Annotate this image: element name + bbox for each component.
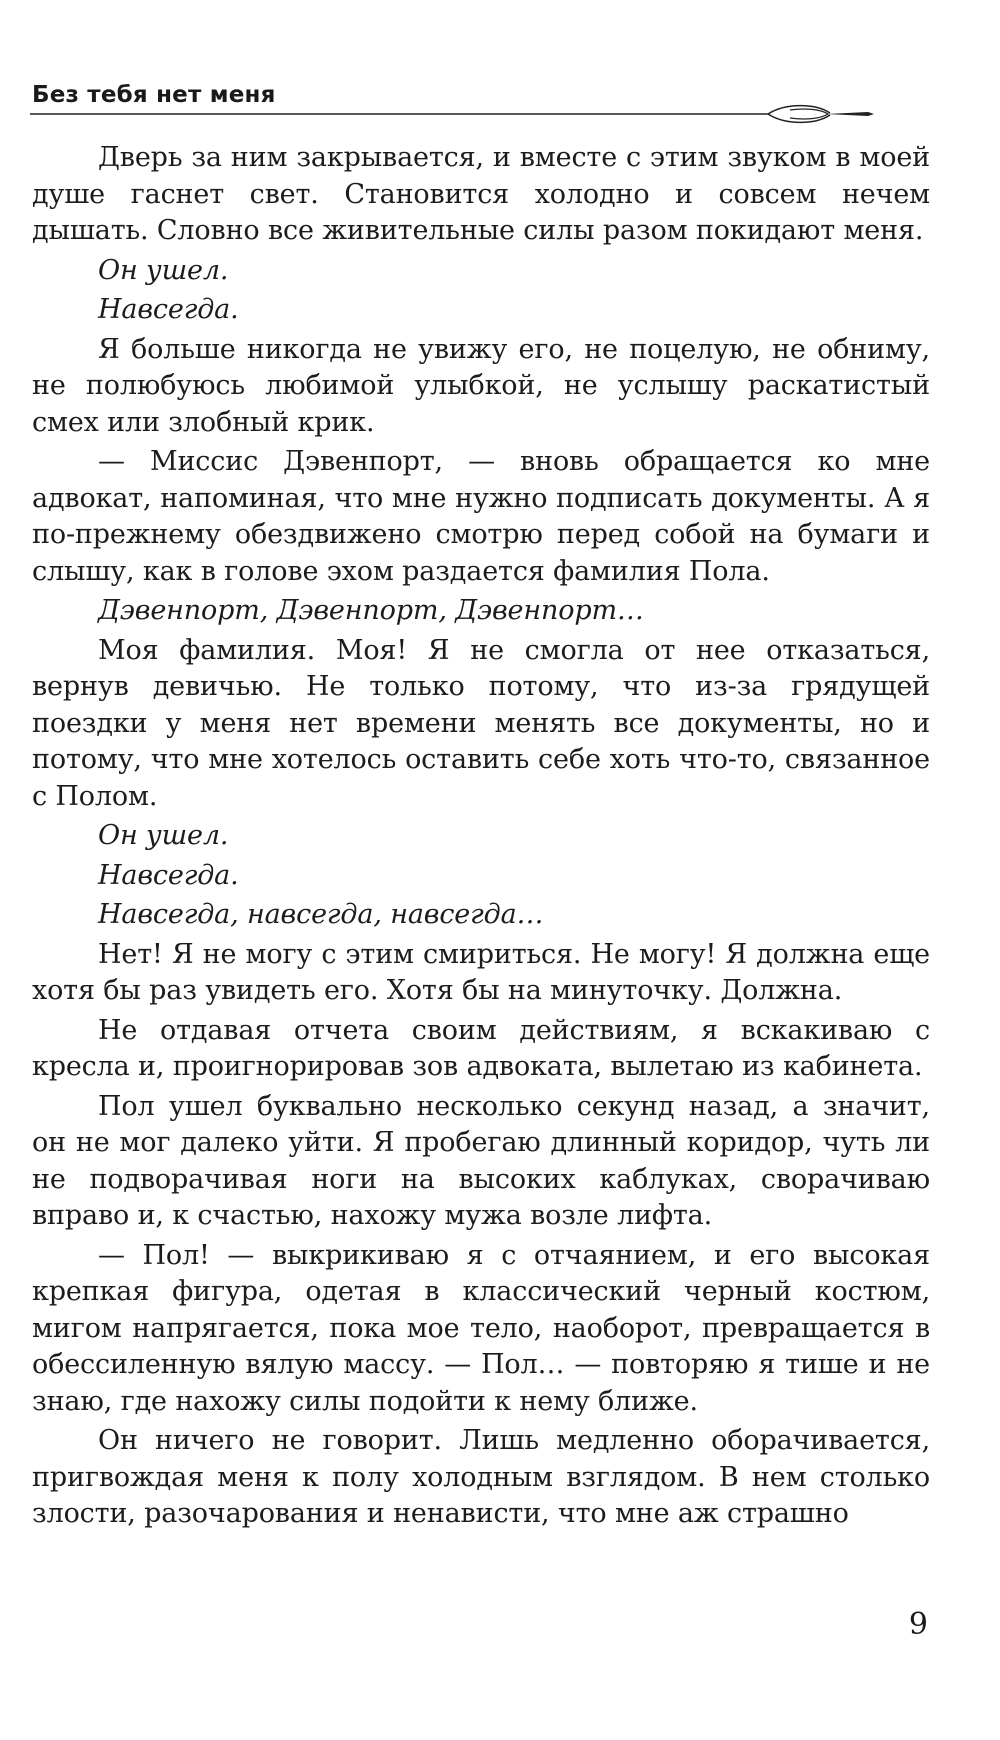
paragraph: Он ничего не говорит. Лишь медленно оборачивается, пригвождая меня к полу холодным взглядом. В нем столько злости, разочарования и ненависти, что мне аж страшно [32, 1425, 930, 1529]
running-title: Без тебя нет меня [32, 82, 276, 108]
paragraph: — Миссис Дэвенпорт, — вновь обращается ко мне адвокат, напоминая, что мне нужно подписать документы. А я по-прежнему обездвижено смотрю перед собой на бумаги и слышу, как в голове эхом раздается фамилия Пола. [32, 446, 930, 587]
paragraph: — Пол! — выкрикиваю я с отчаянием, и его высокая крепкая фигура, одетая в классический черный костюм, мигом напрягается, пока мое тело, наоборот, превращается в обессиленную вялую массу. — Пол… — повторяю я тише и не знаю, где нахожу силы подойти к нему ближе. [32, 1239, 930, 1417]
paragraph: Нет! Я не могу с этим смириться. Не могу! Я должна еще хотя бы раз увидеть его. Хотя бы на минуточку. Должна. [32, 938, 930, 1006]
paragraph: Пол ушел буквально несколько секунд назад, а значит, он не мог далеко уйти. Я пробегаю длинный коридор, чуть ли не подворачивая ноги на высоких каблуках, сворачиваю вправо и, к счастью, нахожу мужа возле лифта. [32, 1090, 930, 1231]
paragraph-italic: Дэвенпорт, Дэвенпорт, Дэвенпорт… [98, 595, 644, 626]
body-text [32, 140, 930, 1536]
paragraph-italic: Навсегда. [98, 859, 239, 891]
paragraph: Я больше никогда не увижу его, не поцелую, не обниму, не полюбуюсь любимой улыбкой, не услышу раскатистый смех или злобный крик. [32, 333, 930, 438]
paragraph-italic: Навсегда, навсегда, навсегда… [98, 899, 544, 930]
paragraph: Моя фамилия. Моя! Я не смогла от нее отказаться, вернув девичью. Не только потому, что из-за грядущей поездки у меня нет времени менять все документы, но и потому, что мне хотелось оставить себе хоть что-то, связанное с Полом. [32, 634, 930, 812]
header-rule-ornament [30, 104, 930, 124]
page-number: 9 [908, 1607, 928, 1642]
paragraph-italic: Он ушел. [98, 820, 229, 851]
paragraph: Дверь за ним закрывается, и вместе с этим звуком в моей душе гаснет свет. Становится холодно и совсем нечем дышать. Словно все живительные силы разом покидают меня. [32, 142, 930, 246]
paragraph-italic: Навсегда. [98, 294, 239, 325]
paragraph-italic: Он ушел. [98, 254, 229, 286]
paragraph: Не отдавая отчета своим действиям, я вскакиваю с кресла и, проигнорировав зов адвоката, вылетаю из кабинета. [32, 1014, 930, 1082]
